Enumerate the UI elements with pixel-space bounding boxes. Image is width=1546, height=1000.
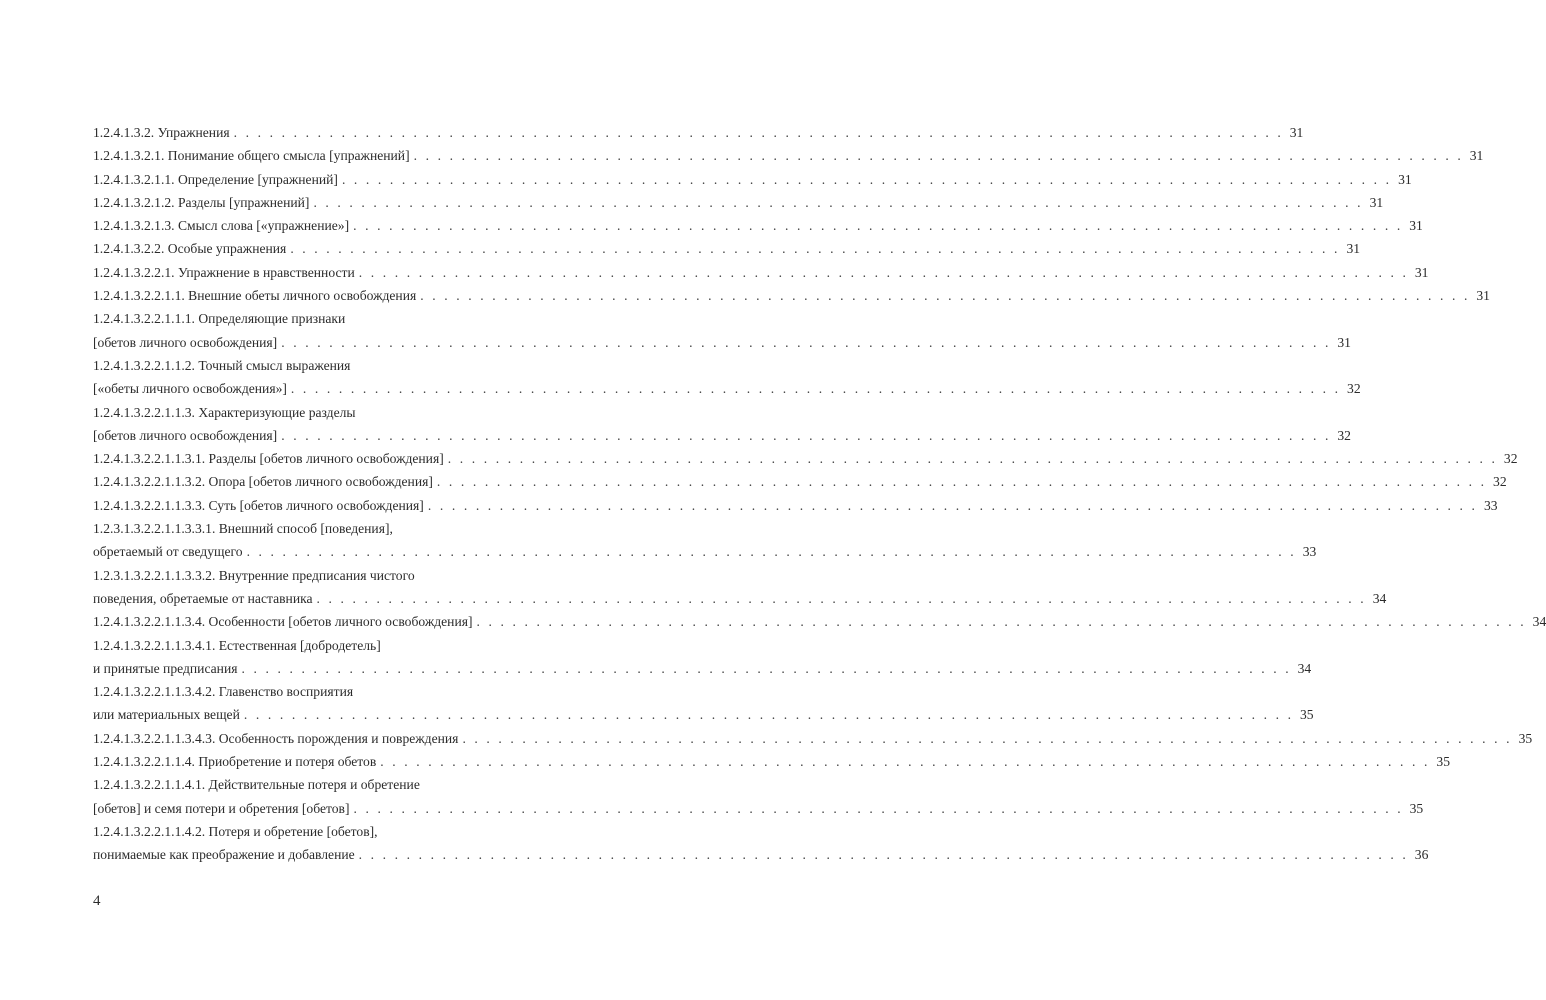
toc-entry-title: 1.2.4.1.3.2.2.1.1.4.2. Потеря и обретение [обетов],	[93, 823, 378, 839]
toc-entry	[93, 261, 1429, 284]
page-number: 4	[93, 893, 101, 909]
toc-dot-leader: . . . . . . . . . . . . . . . . . . . . . . . . . . . . . . . . . . . . . . . . . . . . . . . . . . . . . . . . . . . . . . . . . . . . . . . . . . . . . . . . . . . . . . . .	[420, 288, 1470, 304]
toc-entry-title: или материальных вещей	[93, 707, 240, 723]
toc-dot-leader: . . . . . . . . . . . . . . . . . . . . . . . . . . . . . . . . . . . . . . . . . . . . . . . . . . . . . . . . . . . . . . . . . . . . . . . . . . . . . . . . . . . . . . . .	[353, 800, 1404, 816]
toc-entry	[93, 214, 1423, 237]
toc-entry-title: 1.2.4.1.3.2.2.1.1.1. Определяющие признаки	[93, 311, 346, 327]
toc-entry	[93, 797, 1424, 820]
toc-entry-title: обретаемый от сведущего	[93, 544, 243, 560]
toc-entry-page: 35	[1409, 800, 1424, 816]
toc-entry-title: 1.2.4.1.3.2.2.1.1. Внешние обеты личного освобождения	[93, 288, 417, 304]
toc-entry	[93, 354, 571, 377]
toc-entry-title: 1.2.4.1.3.2.2.1.1.3.4.3. Особенность порождения и повреждения	[93, 730, 459, 746]
toc-entry-page: 31	[1369, 194, 1384, 210]
toc-dot-leader: . . . . . . . . . . . . . . . . . . . . . . . . . . . . . . . . . . . . . . . . . . . . . . . . . . . . . . . . . . . . . . . . . . . . . . . . . . . . . . . . . . . . . . . .	[313, 194, 1364, 210]
toc-entry-title: 1.2.4.1.3.2.2.1. Упражнение в нравственности	[93, 264, 355, 280]
toc-dot-leader: . . . . . . . . . . . . . . . . . . . . . . . . . . . . . . . . . . . . . . . . . . . . . . . . . . . . . . . . . . . . . . . . . . . . . . . . . . . . . . . . . . . . . . . .	[358, 847, 1409, 863]
toc-entry	[93, 634, 571, 657]
toc-entry-title: 1.2.4.1.3.2.1. Понимание общего смысла [упражнений]	[93, 148, 410, 164]
toc-entry-title: 1.2.4.1.3.2.1.2. Разделы [упражнений]	[93, 194, 310, 210]
toc-entry	[93, 144, 1484, 167]
toc-entry	[93, 773, 571, 796]
table-of-contents	[93, 121, 1546, 867]
toc-entry	[93, 377, 1361, 400]
toc-entry-page: 31	[1398, 171, 1412, 187]
toc-dot-leader: . . . . . . . . . . . . . . . . . . . . . . . . . . . . . . . . . . . . . . . . . . . . . . . . . . . . . . . . . . . . . . . . . . . . . . . . . . . . . . . . . . . . . . . .	[436, 474, 1487, 490]
toc-dot-leader: . . . . . . . . . . . . . . . . . . . . . . . . . . . . . . . . . . . . . . . . . . . . . . . . . . . . . . . . . . . . . . . . . . . . . . . . . . . . . . . . . . . . . . . .	[427, 497, 1478, 513]
toc-entry	[93, 470, 1507, 493]
toc-entry	[93, 843, 1429, 866]
toc-entry-title: 1.2.3.1.3.2.2.1.1.3.3.2. Внутренние предписания чистого	[93, 567, 415, 583]
toc-dot-leader: . . . . . . . . . . . . . . . . . . . . . . . . . . . . . . . . . . . . . . . . . . . . . . . . . . . . . . . . . . . . . . . . . . . . . . . . . . . . . . . . . . . . . . . .	[341, 171, 1392, 187]
toc-entry-title: 1.2.4.1.3.2.2.1.1.3.2. Опора [обетов личного освобождения]	[93, 474, 433, 490]
toc-dot-leader: . . . . . . . . . . . . . . . . . . . . . . . . . . . . . . . . . . . . . . . . . . . . . . . . . . . . . . . . . . . . . . . . . . . . . . . . . . . . . . . . . . . . . . . .	[246, 544, 1297, 560]
toc-entry	[93, 540, 1317, 563]
toc-entry-title: 1.2.4.1.3.2.2.1.1.3.4.2. Главенство восприятия	[93, 684, 354, 700]
toc-entry	[93, 401, 571, 424]
toc-dot-leader: . . . . . . . . . . . . . . . . . . . . . . . . . . . . . . . . . . . . . . . . . . . . . . . . . . . . . . . . . . . . . . . . . . . . . . . . . . . . . . . . . . . . . . . .	[447, 451, 1498, 467]
toc-entry	[93, 307, 571, 330]
toc-entry-page: 31	[1476, 288, 1490, 304]
toc-entry	[93, 680, 571, 703]
toc-entry	[93, 284, 1490, 307]
toc-entry	[93, 517, 571, 540]
toc-entry	[93, 237, 1361, 260]
toc-dot-leader: . . . . . . . . . . . . . . . . . . . . . . . . . . . . . . . . . . . . . . . . . . . . . . . . . . . . . . . . . . . . . . . . . . . . . . . . . . . . . . . . . . . . . . . .	[243, 707, 1294, 723]
toc-entry	[93, 447, 1518, 470]
toc-entry-page: 31	[1346, 241, 1361, 257]
toc-entry-title: 1.2.4.1.3.2. Упражнения	[93, 125, 230, 140]
toc-entry	[93, 820, 571, 843]
toc-entry-page: 33	[1483, 497, 1498, 513]
toc-entry-page: 34	[1297, 660, 1312, 676]
toc-dot-leader: . . . . . . . . . . . . . . . . . . . . . . . . . . . . . . . . . . . . . . . . . . . . . . . . . . . . . . . . . . . . . . . . . . . . . . . . . . . . . . . . . . . . . . . .	[358, 264, 1409, 280]
toc-dot-leader: . . . . . . . . . . . . . . . . . . . . . . . . . . . . . . . . . . . . . . . . . . . . . . . . . . . . . . . . . . . . . . . . . . . . . . . . . . . . . . . . . . . . . . . .	[233, 125, 1284, 140]
toc-entry-page: 33	[1302, 544, 1317, 560]
toc-entry-title: 1.2.4.1.3.2.2.1.1.3.3. Суть [обетов личного освобождения]	[93, 497, 424, 513]
toc-entry-page: 31	[1337, 334, 1351, 350]
toc-entry	[93, 727, 1533, 750]
toc-entry-page: 35	[1436, 754, 1451, 770]
toc-dot-leader: . . . . . . . . . . . . . . . . . . . . . . . . . . . . . . . . . . . . . . . . . . . . . . . . . . . . . . . . . . . . . . . . . . . . . . . . . . . . . . . . . . . . . . . .	[380, 754, 1431, 770]
toc-entry-page: 32	[1347, 381, 1361, 397]
toc-entry-title: 1.2.4.1.3.2.2.1.1.3.1. Разделы [обетов личного освобождения]	[93, 451, 444, 467]
toc-dot-leader: . . . . . . . . . . . . . . . . . . . . . . . . . . . . . . . . . . . . . . . . . . . . . . . . . . . . . . . . . . . . . . . . . . . . . . . . . . . . . . . . . . . . . . . .	[290, 241, 1341, 257]
toc-entry	[93, 610, 1546, 633]
toc-entry-title: 1.2.4.1.3.2.2.1.1.4.1. Действительные потеря и обретение	[93, 777, 420, 793]
toc-entry-title: [«обеты личного освобождения»]	[93, 381, 287, 397]
toc-entry-page: 34	[1532, 614, 1546, 630]
toc-entry	[93, 424, 1351, 447]
toc-entry-page: 32	[1493, 474, 1507, 490]
toc-dot-leader: . . . . . . . . . . . . . . . . . . . . . . . . . . . . . . . . . . . . . . . . . . . . . . . . . . . . . . . . . . . . . . . . . . . . . . . . . . . . . . . . . . . . . . . .	[281, 427, 1331, 443]
toc-entry-page: 34	[1372, 590, 1387, 606]
toc-entry-page: 35	[1518, 730, 1533, 746]
toc-entry	[93, 564, 571, 587]
toc-entry	[93, 121, 1304, 144]
toc-entry-title: 1.2.4.1.3.2.2.1.1.3.4. Особенности [обетов личного освобождения]	[93, 614, 473, 630]
toc-entry-page: 32	[1503, 451, 1518, 467]
toc-entry-title: [обетов] и семя потери и обретения [обетов]	[93, 800, 350, 816]
toc-entry	[93, 587, 1387, 610]
toc-entry	[93, 168, 1412, 191]
toc-entry	[93, 191, 1384, 214]
toc-entry-page: 31	[1289, 125, 1304, 140]
toc-dot-leader: . . . . . . . . . . . . . . . . . . . . . . . . . . . . . . . . . . . . . . . . . . . . . . . . . . . . . . . . . . . . . . . . . . . . . . . . . . . . . . . . . . . . . . . .	[413, 148, 1464, 164]
toc-entry-title: 1.2.4.1.3.2.2. Особые упражнения	[93, 241, 287, 257]
toc-entry-title: 1.2.4.1.3.2.2.1.1.3. Характеризующие разделы	[93, 404, 356, 420]
toc-dot-leader: . . . . . . . . . . . . . . . . . . . . . . . . . . . . . . . . . . . . . . . . . . . . . . . . . . . . . . . . . . . . . . . . . . . . . . . . . . . . . . . . . . . . . . . .	[462, 730, 1513, 746]
toc-entry-title: поведения, обретаемые от наставника	[93, 590, 313, 606]
toc-entry	[93, 750, 1451, 773]
toc-entry	[93, 331, 1351, 354]
toc-entry-page: 31	[1414, 264, 1429, 280]
toc-entry-page: 31	[1469, 148, 1484, 164]
toc-entry-page: 35	[1300, 707, 1314, 723]
toc-entry-title: понимаемые как преображение и добавление	[93, 847, 355, 863]
toc-entry	[93, 657, 1312, 680]
toc-entry-title: [обетов личного освобождения]	[93, 334, 278, 350]
toc-entry-title: 1.2.4.1.3.2.2.1.1.4. Приобретение и потеря обетов	[93, 754, 377, 770]
toc-entry	[93, 494, 1498, 517]
toc-entry-page: 32	[1337, 427, 1351, 443]
toc-dot-leader: . . . . . . . . . . . . . . . . . . . . . . . . . . . . . . . . . . . . . . . . . . . . . . . . . . . . . . . . . . . . . . . . . . . . . . . . . . . . . . . . . . . . . . . .	[353, 218, 1403, 234]
toc-entry-page: 36	[1414, 847, 1429, 863]
toc-entry-title: [обетов личного освобождения]	[93, 427, 278, 443]
toc-entry-title: 1.2.4.1.3.2.2.1.1.2. Точный смысл выражения	[93, 357, 351, 373]
toc-dot-leader: . . . . . . . . . . . . . . . . . . . . . . . . . . . . . . . . . . . . . . . . . . . . . . . . . . . . . . . . . . . . . . . . . . . . . . . . . . . . . . . . . . . . . . . .	[241, 660, 1292, 676]
toc-entry-title: 1.2.4.1.3.2.1.3. Смысл слова [«упражнение»]	[93, 218, 350, 234]
toc-entry-title: 1.2.3.1.3.2.2.1.1.3.3.1. Внешний способ [поведения],	[93, 521, 393, 537]
toc-dot-leader: . . . . . . . . . . . . . . . . . . . . . . . . . . . . . . . . . . . . . . . . . . . . . . . . . . . . . . . . . . . . . . . . . . . . . . . . . . . . . . . . . . . . . . . .	[476, 614, 1527, 630]
toc-dot-leader: . . . . . . . . . . . . . . . . . . . . . . . . . . . . . . . . . . . . . . . . . . . . . . . . . . . . . . . . . . . . . . . . . . . . . . . . . . . . . . . . . . . . . . . .	[316, 590, 1367, 606]
toc-entry-title: 1.2.4.1.3.2.1.1. Определение [упражнений]	[93, 171, 338, 187]
toc-entry-title: и принятые предписания	[93, 660, 238, 676]
toc-dot-leader: . . . . . . . . . . . . . . . . . . . . . . . . . . . . . . . . . . . . . . . . . . . . . . . . . . . . . . . . . . . . . . . . . . . . . . . . . . . . . . . . . . . . . . . .	[290, 381, 1341, 397]
toc-entry-page: 31	[1409, 218, 1423, 234]
toc-dot-leader: . . . . . . . . . . . . . . . . . . . . . . . . . . . . . . . . . . . . . . . . . . . . . . . . . . . . . . . . . . . . . . . . . . . . . . . . . . . . . . . . . . . . . . . .	[281, 334, 1331, 350]
toc-entry	[93, 703, 1314, 726]
toc-entry-title: 1.2.4.1.3.2.2.1.1.3.4.1. Естественная [добродетель]	[93, 637, 381, 653]
